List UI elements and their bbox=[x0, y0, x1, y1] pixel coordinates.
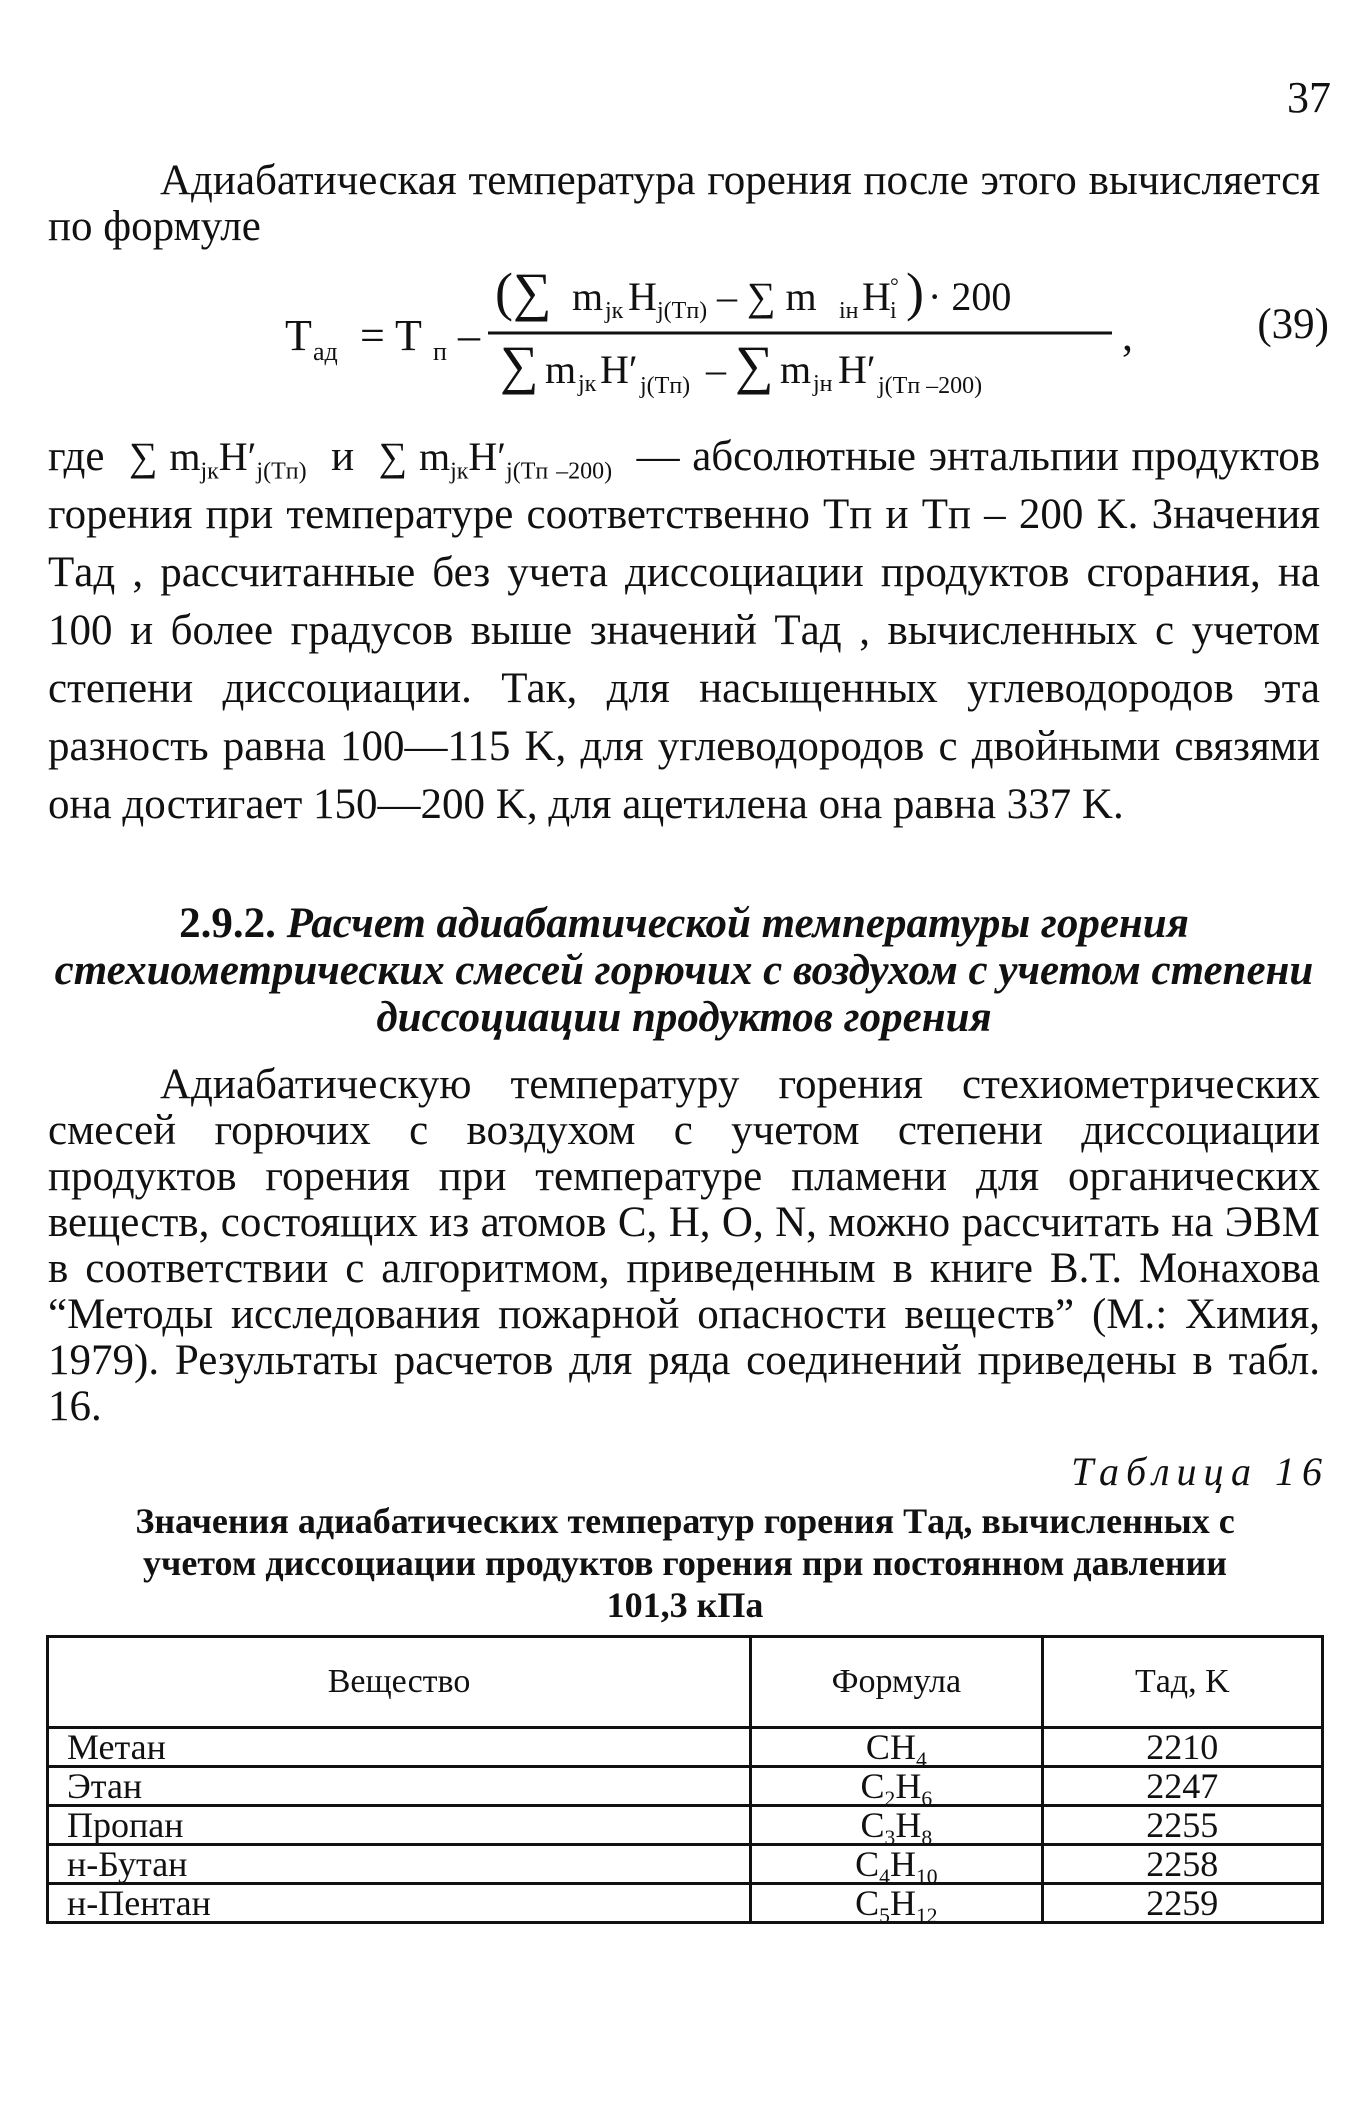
svg-text:–: – bbox=[458, 311, 480, 360]
page-number: 37 bbox=[1287, 73, 1331, 122]
sum-enthalpy-tp-200: ∑ $m_{jк}H'_{j(Tп -200)}$ bbox=[366, 434, 613, 485]
svg-text:j(Tп): j(Tп) bbox=[640, 373, 691, 399]
svg-text:H′: H′ bbox=[838, 347, 876, 392]
svg-text:i: i bbox=[890, 298, 897, 324]
table-title: Значения адиабатических температур горения Tад, вычисленных с учетом диссоциации продуктов горения при постоянном давлении 101,3 кПа bbox=[135, 1501, 1235, 1625]
cell-formula: $C_3H_8$ bbox=[751, 1806, 1043, 1845]
cell-temperature: 2247 bbox=[1042, 1767, 1322, 1806]
cell-substance: н-Пентан bbox=[48, 1884, 751, 1923]
table-label: Таблица 16 bbox=[1071, 1449, 1329, 1494]
cell-temperature: 2258 bbox=[1042, 1845, 1322, 1884]
svg-text:п: п bbox=[433, 337, 447, 366]
cell-temperature: 2255 bbox=[1042, 1806, 1322, 1845]
cell-formula: $C_2H_6$ bbox=[751, 1767, 1043, 1806]
section-title: Расчет адиабатической температуры горения стехиометрических смесей горючих с воздухом с учетом степени диссоциации продуктов горения bbox=[54, 900, 1314, 1041]
section-heading bbox=[48, 900, 1320, 1041]
cell-substance: Пропан bbox=[48, 1806, 751, 1845]
cell-formula: $C_5H_{12}$ bbox=[751, 1884, 1043, 1923]
table-header-row bbox=[48, 1637, 1323, 1728]
svg-text:°: ° bbox=[890, 273, 899, 298]
header-formula: Формула bbox=[751, 1637, 1043, 1728]
svg-text:H: H bbox=[862, 274, 891, 319]
svg-text:H′: H′ bbox=[600, 347, 638, 392]
where-explanation: — абсолютные энтальпии продуктов горения при температуре соответственно Tп и Tп – 200 K. Значения Tад , рассчитанные без учета диссоциации продуктов сгорания, на 100 и более градусов выше значений Tад , вычисленных с учетом степени диссоциации. Так, для насыщенных углеводородов эта разность равна 100—115 K, для углеводородов с двойными связями она достигает 150—200 K, для ацетилена она равна 337 K. bbox=[48, 433, 1321, 828]
svg-text:T: T bbox=[285, 311, 312, 360]
cell-substance: Этан bbox=[48, 1767, 751, 1806]
svg-text:j(Tп –200): j(Tп –200) bbox=[878, 373, 983, 399]
svg-text:iн: iн bbox=[839, 298, 859, 324]
data-table bbox=[46, 1635, 1324, 1928]
cell-temperature: 2259 bbox=[1042, 1884, 1322, 1923]
svg-text:· 200: · 200 bbox=[928, 274, 1012, 319]
cell-substance: Метан bbox=[48, 1728, 751, 1767]
header-substance: Вещество bbox=[48, 1637, 751, 1728]
cell-formula: $CH_4$ bbox=[751, 1728, 1043, 1767]
svg-text:m: m bbox=[545, 347, 577, 392]
sum-enthalpy-tp: ∑ $m_{jк}H'_{j(Tп)}$ bbox=[117, 434, 307, 485]
svg-text:): ) bbox=[906, 262, 924, 322]
formula-39 bbox=[0, 255, 1369, 415]
table-row bbox=[48, 1767, 1323, 1806]
svg-text:m: m bbox=[572, 274, 604, 319]
cell-substance: н-Бутан bbox=[48, 1845, 751, 1884]
svg-text:(∑: (∑ bbox=[495, 262, 552, 322]
cell-formula: $C_4H_{10}$ bbox=[751, 1845, 1043, 1884]
svg-text:jн: jн bbox=[813, 371, 833, 397]
svg-text:∑: ∑ bbox=[500, 335, 539, 395]
table-row bbox=[48, 1884, 1323, 1923]
header-temperature: Tад, K bbox=[1042, 1637, 1322, 1728]
svg-text:–: – bbox=[706, 347, 726, 392]
where-word: где bbox=[48, 433, 105, 480]
svg-text:– ∑ m: – ∑ m bbox=[717, 274, 817, 319]
equation-number: (39) bbox=[1257, 301, 1329, 348]
svg-text:H: H bbox=[628, 274, 657, 319]
svg-text:jк: jк bbox=[578, 371, 597, 397]
svg-text:ад: ад bbox=[313, 337, 338, 366]
svg-text:j(Tп): j(Tп) bbox=[657, 298, 708, 324]
svg-text:,: , bbox=[1122, 311, 1133, 360]
svg-text:m: m bbox=[780, 347, 812, 392]
svg-text:= T: = T bbox=[360, 311, 422, 360]
cell-temperature: 2210 bbox=[1042, 1728, 1322, 1767]
paragraph-where bbox=[48, 428, 1320, 834]
section-number: 2.9.2. bbox=[179, 900, 276, 947]
paragraph-intro: Адиабатическая температура горения после этого вычисляется по формуле bbox=[48, 157, 1320, 250]
svg-text:∑: ∑ bbox=[735, 335, 774, 395]
table-row bbox=[48, 1728, 1323, 1767]
and-word: и bbox=[331, 433, 355, 480]
paragraph-algorithm: Адиабатическую температуру горения стехиометрических смесей горючих с воздухом с учетом степени диссоциации продуктов горения при температуре пламени для органических веществ, состоящих из атомов C, H, O, N, можно рассчитать на ЭВМ в соответствии с алгоритмом, приведенным в книге В.Т. Монахова “Методы исследования пожарной опасности веществ” (М.: Химия, 1979). Результаты расчетов для ряда соединений приведены в табл. 16. bbox=[48, 1061, 1320, 1430]
table-row bbox=[48, 1806, 1323, 1845]
svg-text:jк: jк bbox=[605, 298, 624, 324]
table-row bbox=[48, 1845, 1323, 1884]
